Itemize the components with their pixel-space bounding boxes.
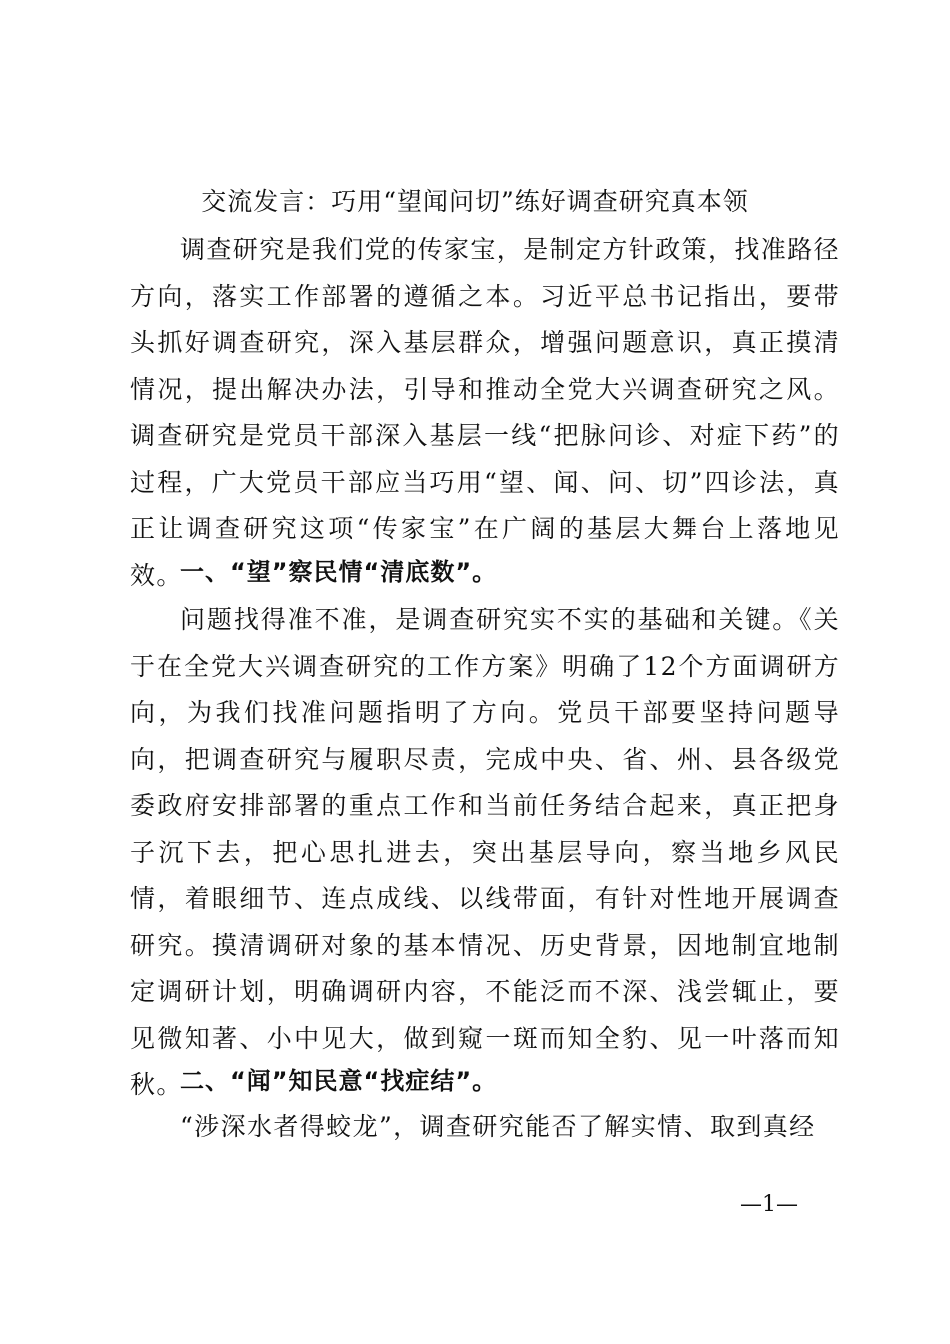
document-title: 交流发言：巧用“望闻问切”练好调查研究真本领 <box>201 187 749 216</box>
section-1-paragraph: 问题找得准不准，是调查研究实不实的基础和关键。《关于在全党大兴调查研究的工作方案》明确了12个方面调研方向，为我们找准问题指明了方向。党员干部要坚持问题导向，把调查研究与履职尽责，完成中央、省、州、县各级党委政府安排部署的重点工作和当前任务结合起来，真正把身子沉下去，把心思扎进去，突出基层导向，察当地乡风民情，着眼细节、连点成线、以线带面，有针对性地开展调查研究。摸清调研对象的基本情况、历史背景，因地制宜地制定调研计划，明确调研内容，不能泛而不深、浅尝辄止，要见微知著、小中见大，做到窥一斑而知全豹、见一叶落而知秋。 <box>130 605 840 1099</box>
page-number: —1— <box>740 1192 798 1217</box>
section-heading-1: 一、“望”察民情“清底数”。 <box>180 558 498 586</box>
section-2-paragraph: “涉深水者得蛟龙”，调查研究能否了解实情、取到真经 <box>180 1112 816 1141</box>
intro-paragraph: 调查研究是我们党的传家宝，是制定方针政策，找准路径方向，落实工作部署的遵循之本。习近平总书记指出，要带头抓好调查研究，深入基层群众，增强问题意识，真正摸清情况，提出解决办法，引导和推动全党大兴调查研究之风。调查研究是党员干部深入基层一线“把脉问诊、对症下药”的过程，广大党员干部应当巧用“望、闻、问、切”四诊法，真正让调查研究这项“传家宝”在广阔的基层大舞台上落地见效。 <box>130 235 841 590</box>
section-heading-2: 二、“闻”知民意“找症结”。 <box>180 1067 498 1095</box>
